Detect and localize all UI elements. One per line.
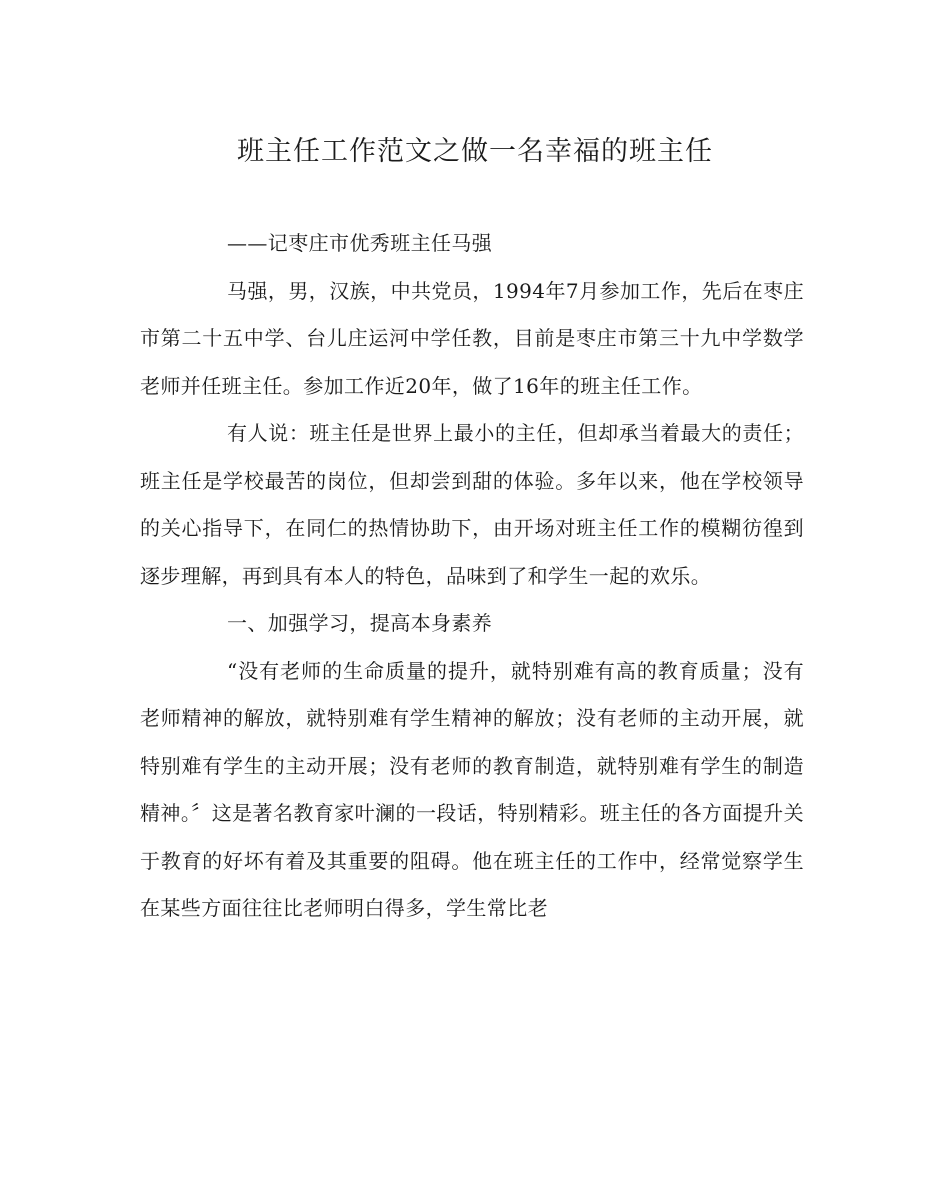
document-body: [140, 220, 804, 933]
section-paragraph: “没有老师的生命质量的提升，就特别难有高的教育质量；没有老师精神的解放，就特别难有学生精神的解放；没有老师的主动开展，就特别难有学生的主动开展；没有老师的教育制造，就特别难有学生的制造精神。〞这是著名教育家叶澜的一段话，特别精彩。班主任的各方面提升关于教育的好坏有着及其重要的阻碍。他在班主任的工作中，经常觉察学生在某些方面往往比老师明白得多，学生常比老: [140, 658, 804, 920]
intro-paragraph: 马强，男，汉族，中共党员，1994年7月参加工作，先后在枣庄市第二十五中学、台儿庄运河中学任教，目前是枣庄市第三十九中学数学老师并任班主任。参加工作近20年，做了16年的班主任工作。: [140, 278, 804, 398]
quote-paragraph: 有人说：班主任是世界上最小的主任，但却承当着最大的责任；班主任是学校最苦的岗位，但却尝到甜的体验。多年以来，他在学校领导的关心指导下，在同仁的热情协助下，由开场对班主任工作的模糊彷徨到逐步理解，再到具有本人的特色，品味到了和学生一起的欢乐。: [140, 421, 804, 588]
document-title: 班主任工作范文之做一名幸福的班主任: [237, 136, 713, 167]
section-heading: 一、加强学习，提高本身素养: [227, 611, 493, 635]
subtitle-paragraph: ——记枣庄市优秀班主任马强: [227, 231, 493, 255]
